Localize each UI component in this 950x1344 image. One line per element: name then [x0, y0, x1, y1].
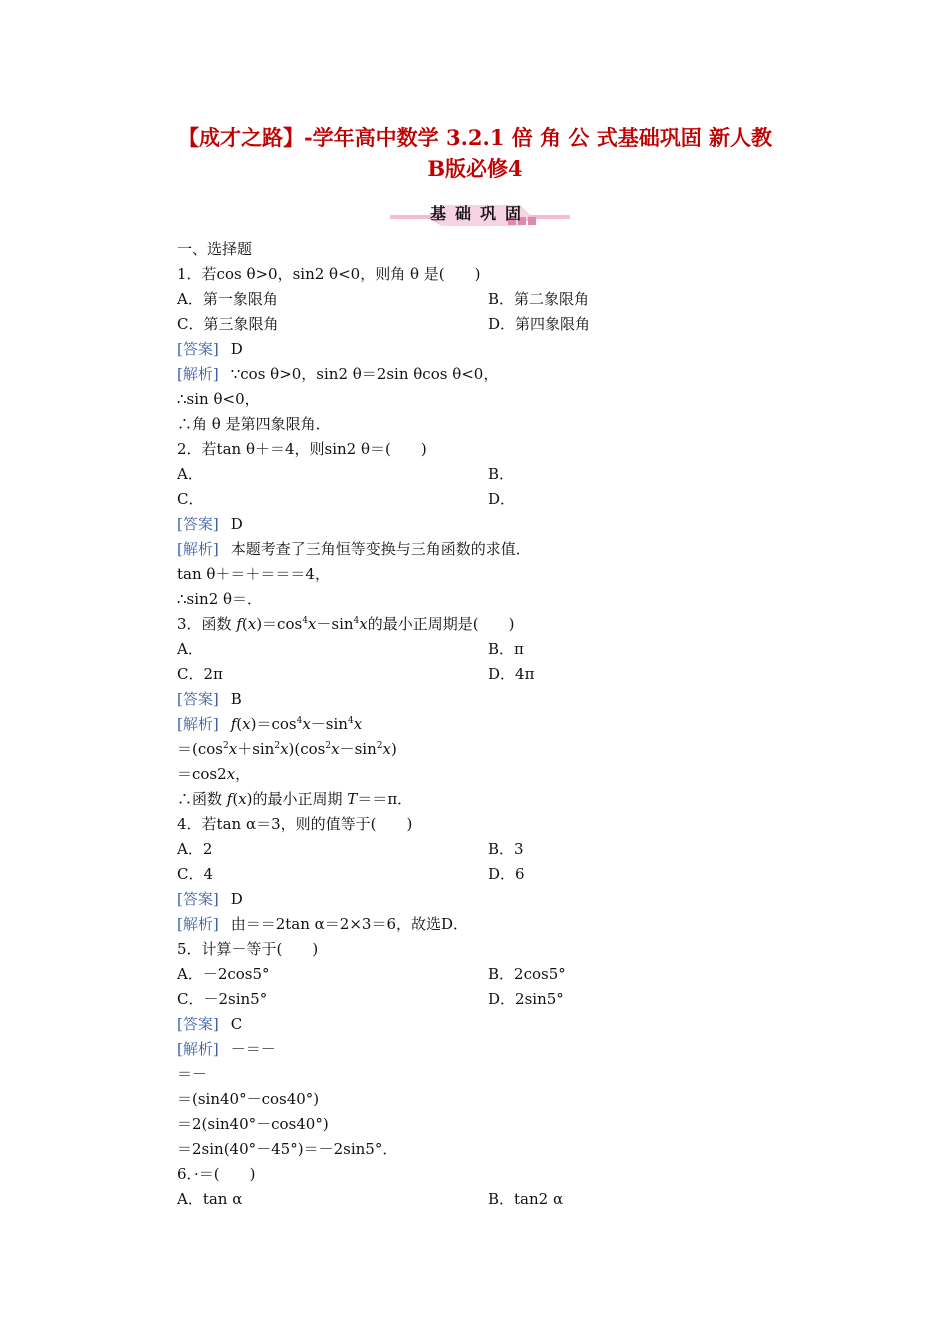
option-a: A．	[177, 640, 203, 658]
answer-label: [答案]	[177, 890, 219, 908]
document-title	[90, 122, 860, 184]
option-a: A．	[177, 465, 203, 483]
var-x: x	[242, 715, 251, 733]
question-1-analysis-line-2: ∴sin θ<0，	[177, 390, 260, 408]
var-x: x	[280, 740, 289, 758]
question-3-analysis-line-1	[177, 712, 362, 737]
question-4-answer	[177, 887, 243, 912]
text: ＝(cos	[177, 740, 223, 758]
exponent: 2	[376, 741, 383, 751]
text: (	[241, 615, 248, 633]
analysis-text: －＝－	[230, 1040, 276, 1058]
exponent: 4	[347, 716, 354, 726]
title-line-2: B版必修4	[427, 156, 523, 181]
question-2-options-row-1	[177, 462, 515, 487]
answer-label: [答案]	[177, 690, 219, 708]
text: ＋sin	[237, 740, 275, 758]
question-5-stem: 5．计算－等于( )	[177, 940, 319, 958]
question-3-stem	[177, 612, 514, 637]
option-b: B．π	[488, 640, 524, 658]
text: )	[390, 740, 397, 758]
question-3-options-row-2	[177, 662, 535, 687]
option-d: D．6	[488, 865, 525, 883]
question-3-options-row-1	[177, 637, 524, 662]
option-b: B．第二象限角	[488, 290, 590, 308]
option-a: A．2	[177, 840, 213, 858]
var-x: x	[331, 740, 340, 758]
question-1-options-row-1	[177, 287, 590, 312]
analysis-label: [解析]	[177, 915, 219, 933]
question-5-answer	[177, 1012, 242, 1037]
option-a: A．tan α	[177, 1190, 243, 1208]
question-2-options-row-2	[177, 487, 516, 512]
question-1-analysis-line-1	[177, 362, 498, 387]
var-x: x	[238, 790, 247, 808]
option-d: D．第四象限角	[488, 315, 591, 333]
title-line-1: 【成才之路】-学年高中数学 3.2.1 倍 角 公 式基础巩固 新人教	[177, 125, 773, 150]
question-5-options-row-2	[177, 987, 564, 1012]
question-3-answer	[177, 687, 242, 712]
answer-label: [答案]	[177, 340, 219, 358]
text: )的最小正周期	[246, 790, 348, 808]
question-3-analysis-line-4	[177, 787, 412, 812]
text: (	[236, 715, 243, 733]
answer-value: D	[230, 890, 243, 908]
question-2-stem: 2．若tan θ＋＝4，则sin2 θ＝( )	[177, 440, 427, 458]
question-4-stem: 4．若tan α＝3，则的值等于( )	[177, 815, 413, 833]
option-c: C．	[177, 490, 204, 508]
answer-label: [答案]	[177, 1015, 219, 1033]
exponent: 2	[274, 741, 281, 751]
question-4-options-row-2	[177, 862, 525, 887]
option-c: C．2π	[177, 665, 223, 683]
option-d: D．4π	[488, 665, 535, 683]
option-b: B．3	[488, 840, 524, 858]
text: －sin	[316, 615, 354, 633]
question-6-options-row-1	[177, 1187, 564, 1212]
exponent: 4	[353, 616, 360, 626]
question-5-analysis-line-5: ＝2sin(40°－45°)＝－2sin5°．	[177, 1140, 398, 1158]
option-d: D．	[488, 490, 516, 508]
text: 3．函数	[177, 615, 237, 633]
question-1-answer	[177, 337, 243, 362]
question-5-analysis-line-4: ＝2(sin40°－cos40°)	[177, 1115, 329, 1133]
var-x: x	[228, 740, 238, 758]
option-c: C．－2sin5°	[177, 990, 268, 1008]
var-f: f	[236, 615, 242, 633]
answer-value: D	[230, 515, 243, 533]
text: )＝cos	[250, 715, 297, 733]
analysis-label: [解析]	[177, 540, 219, 558]
analysis-text: 由＝＝2tan α＝2×3＝6，故选D．	[230, 915, 469, 933]
text: )＝cos	[256, 615, 303, 633]
var-x: x	[382, 740, 391, 758]
analysis-text: 本题考查了三角恒等变换与三角函数的求值．	[230, 540, 531, 558]
text: 的最小正周期是( )	[367, 615, 515, 633]
banner-label: 基础巩固	[429, 204, 530, 223]
exponent: 4	[296, 716, 303, 726]
option-b: B．	[488, 465, 515, 483]
answer-label: [答案]	[177, 515, 219, 533]
text: －sin	[310, 715, 348, 733]
var-f: f	[226, 790, 233, 808]
var-x: x	[359, 615, 368, 633]
question-6-stem: 6．·＝( )	[177, 1165, 256, 1183]
var-x: x	[226, 765, 236, 783]
question-5-analysis-line-3: ＝(sin40°－cos40°)	[177, 1090, 320, 1108]
var-f: f	[230, 715, 237, 733]
var-x: x	[307, 615, 317, 633]
section-banner	[390, 199, 570, 227]
question-4-options-row-1	[177, 837, 524, 862]
text: ＝cos2	[177, 765, 227, 783]
question-1-analysis-line-3: ∴角 θ 是第四象限角．	[177, 415, 331, 433]
question-2-analysis-line-2: tan θ＋＝＋＝＝＝4，	[177, 565, 330, 583]
analysis-text: ∵cos θ>0，sin2 θ＝2sin θcos θ<0，	[230, 365, 499, 383]
var-x: x	[302, 715, 311, 733]
text: ∴函数	[177, 790, 227, 808]
var-t: T	[347, 790, 358, 808]
analysis-label: [解析]	[177, 365, 219, 383]
text: ，	[235, 765, 251, 783]
option-c: C．第三象限角	[177, 315, 279, 333]
question-3-analysis-line-2	[177, 737, 397, 762]
section-heading: 一、选择题	[177, 240, 253, 258]
option-a: A．－2cos5°	[177, 965, 270, 983]
text: ＝＝π．	[357, 790, 413, 808]
question-3-analysis-line-3	[177, 762, 250, 787]
exponent: 4	[302, 616, 308, 626]
text: (	[232, 790, 239, 808]
option-a: A．第一象限角	[177, 290, 278, 308]
text: －sin	[339, 740, 377, 758]
analysis-label: [解析]	[177, 715, 219, 733]
question-2-analysis-line-3: ∴sin2 θ＝．	[177, 590, 263, 608]
question-5-analysis-line-1	[177, 1037, 276, 1062]
option-c: C．4	[177, 865, 214, 883]
option-d: D．2sin5°	[488, 990, 564, 1008]
question-4-analysis-line-1	[177, 912, 468, 937]
question-5-options-row-1	[177, 962, 566, 987]
exponent: 2	[325, 741, 332, 751]
question-2-analysis-line-1	[177, 537, 531, 562]
answer-value: B	[230, 690, 242, 708]
option-b: B．tan2 α	[488, 1190, 564, 1208]
question-2-answer	[177, 512, 243, 537]
analysis-label: [解析]	[177, 1040, 219, 1058]
exponent: 2	[222, 741, 229, 751]
answer-value: C	[230, 1015, 243, 1033]
question-1-stem: 1．若cos θ>0，sin2 θ<0，则角 θ 是( )	[177, 265, 481, 283]
question-1-options-row-2	[177, 312, 591, 337]
var-x: x	[247, 615, 257, 633]
text: )(cos	[288, 740, 326, 758]
question-5-analysis-line-2: ＝－	[177, 1065, 208, 1083]
option-b: B．2cos5°	[488, 965, 566, 983]
answer-value: D	[230, 340, 243, 358]
var-x: x	[353, 715, 363, 733]
